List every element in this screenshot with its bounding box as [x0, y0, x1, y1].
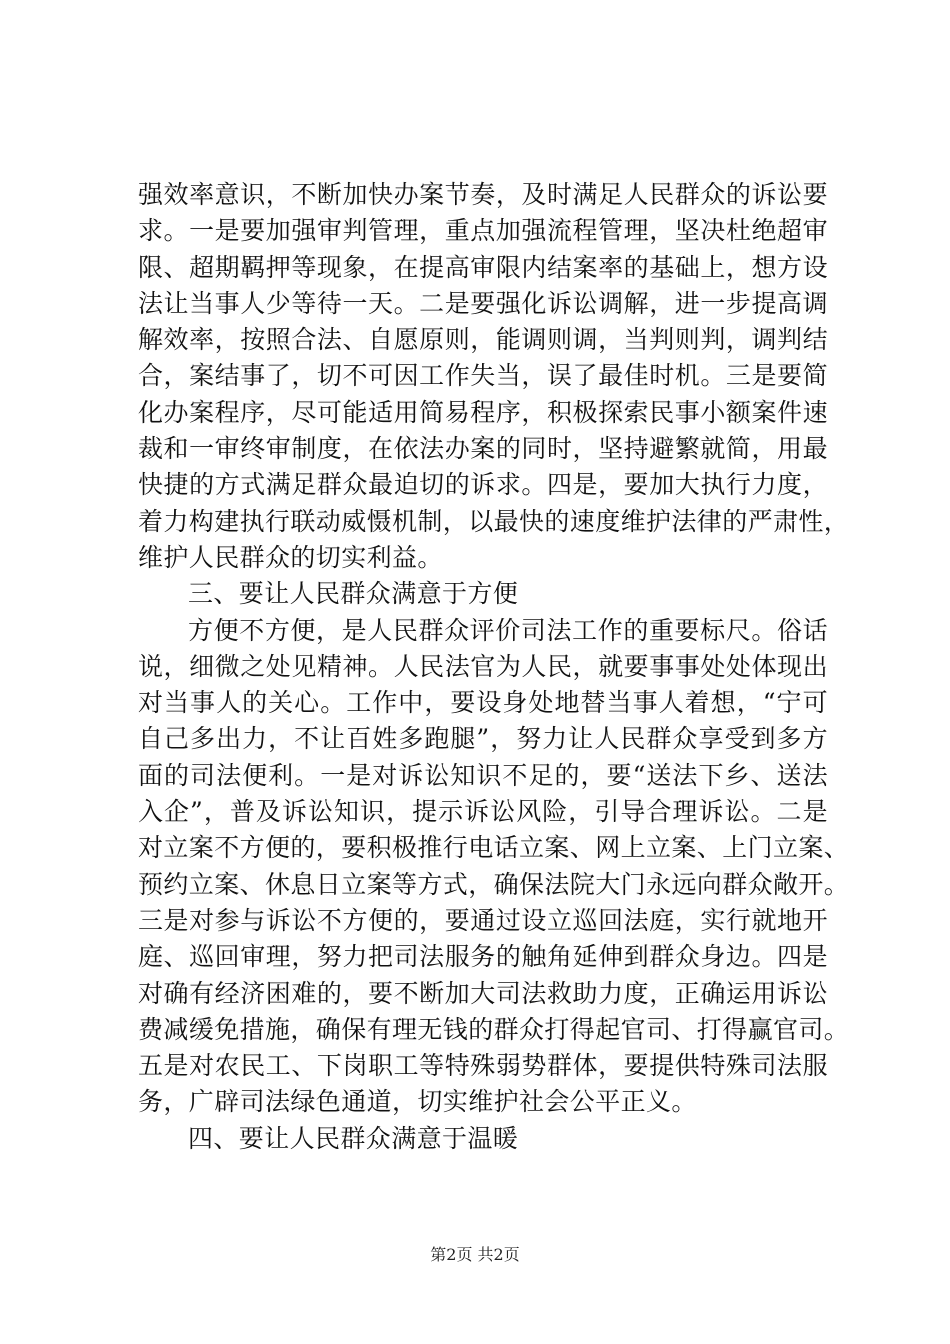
- text-line: 限、超期羁押等现象，在提高审限内结案率的基础上，想方设: [138, 252, 828, 282]
- text-line: 对立案不方便的，要积极推行电话立案、网上立案、上门立案、: [138, 833, 850, 863]
- text-line: 五是对农民工、下岗职工等特殊弱势群体，要提供特殊司法服: [138, 1051, 828, 1081]
- text-line: 快捷的方式满足群众最迫切的诉求。四是，要加大执行力度，: [138, 470, 828, 500]
- text-line: 方便不方便，是人民群众评价司法工作的重要标尺。俗话: [188, 615, 828, 645]
- text-line: 法让当事人少等待一天。二是要强化诉讼调解，进一步提高调: [138, 288, 828, 318]
- text-line: 维护人民群众的切实利益。: [138, 542, 443, 572]
- text-line: 说，细微之处见精神。人民法官为人民，就要事事处处体现出: [138, 651, 828, 681]
- document-body: [138, 177, 850, 1157]
- text-line: 化办案程序，尽可能适用简易程序，积极探索民事小额案件速: [138, 397, 828, 427]
- text-line: 对确有经济困难的，要不断加大司法救助力度，正确运用诉讼: [138, 978, 828, 1008]
- text-line: 庭、巡回审理，努力把司法服务的触角延伸到群众身边。四是: [138, 942, 828, 972]
- text-line: 四、要让人民群众满意于温暖: [188, 1123, 519, 1153]
- text-line: 裁和一审终审制度，在依法办案的同时，坚持避繁就简，用最: [138, 434, 828, 464]
- text-line: 务，广辟司法绿色通道，切实维护社会公平正义。: [138, 1087, 697, 1117]
- text-line: 求。一是要加强审判管理，重点加强流程管理，坚决杜绝超审: [138, 216, 828, 246]
- text-line: 自己多出力，不让百姓多跑腿”，努力让人民群众享受到多方: [138, 724, 828, 754]
- text-line: 三是对参与诉讼不方便的，要通过设立巡回法庭，实行就地开: [138, 905, 828, 935]
- text-line: 三、要让人民群众满意于方便: [188, 579, 519, 609]
- text-line: 面的司法便利。一是对诉讼知识不足的，要“送法下乡、送法: [138, 760, 828, 790]
- text-line: 费减缓免措施，确保有理无钱的群众打得起官司、打得赢官司。: [138, 1014, 850, 1044]
- text-line: 预约立案、休息日立案等方式，确保法院大门永远向群众敞开。: [138, 869, 850, 899]
- text-line: 对当事人的关心。工作中，要设身处地替当事人着想，“宁可: [138, 688, 828, 718]
- text-line: 合，案结事了，切不可因工作失当，误了最佳时机。三是要简: [138, 361, 828, 391]
- text-line: 着力构建执行联动威慑机制，以最快的速度维护法律的严肃性，: [138, 506, 850, 536]
- text-line: 强效率意识，不断加快办案节奏，及时满足人民群众的诉讼要: [138, 180, 828, 209]
- text-line: 解效率，按照合法、自愿原则，能调则调，当判则判，调判结: [138, 325, 828, 355]
- text-line: 入企”，普及诉讼知识，提示诉讼风险，引导合理诉讼。二是: [138, 797, 828, 827]
- page-footer: 第2页 共2页: [430, 1245, 520, 1264]
